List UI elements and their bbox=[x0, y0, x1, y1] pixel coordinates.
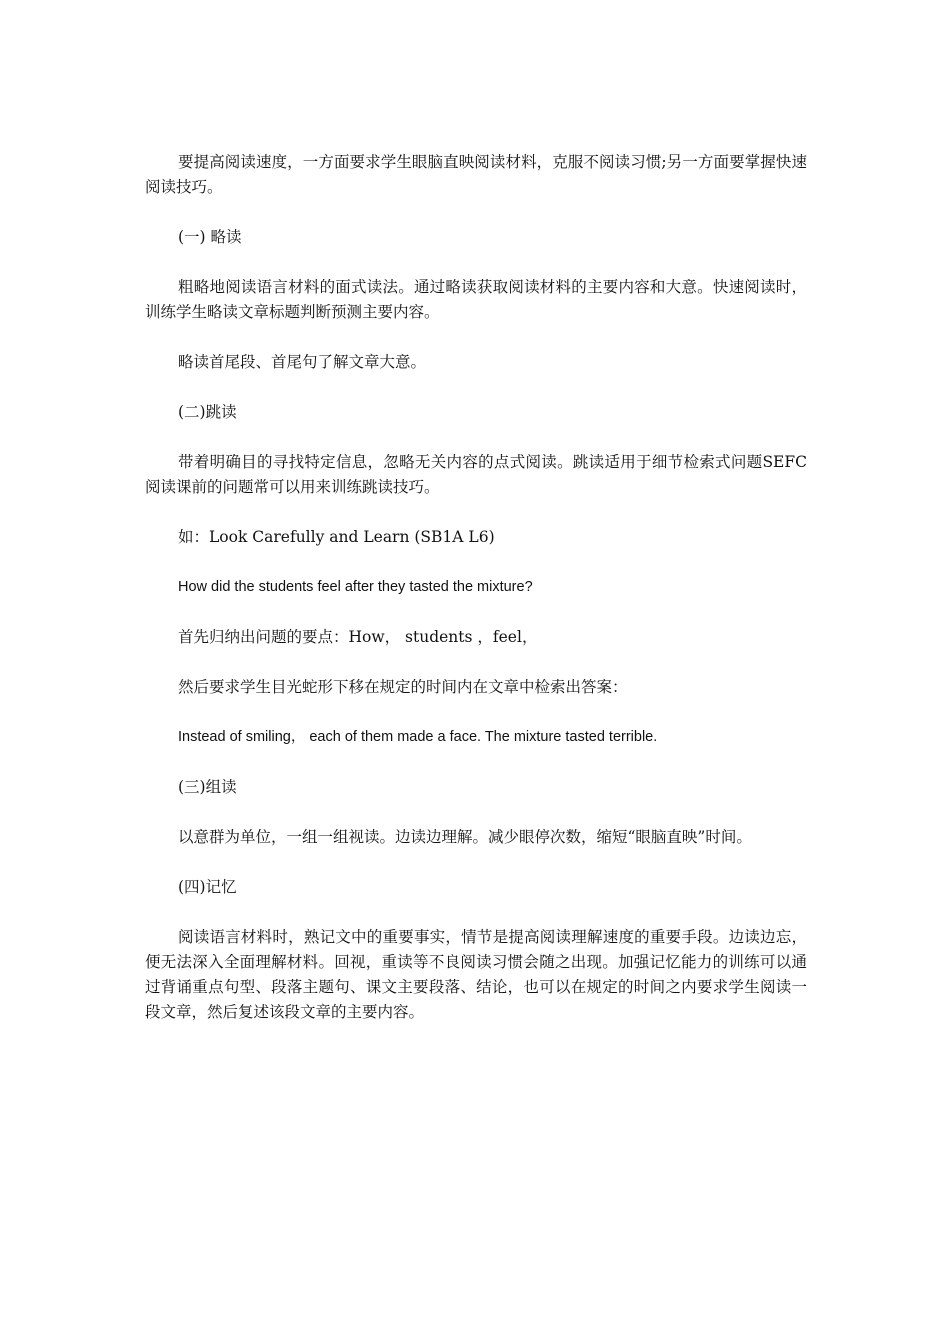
example-answer: Instead of smiling， each of them made a face. The mixture tasted terrible. bbox=[178, 729, 658, 745]
section-heading-group-reading: (三)组读 bbox=[178, 778, 237, 796]
scanning-paragraph: 带着明确目的寻找特定信息，忽略无关内容的点式阅读。跳读适用于细节检索式问题SEFC阅读课前的问题常可以用来训练跳读技巧。 bbox=[145, 453, 807, 496]
memory-paragraph: 阅读语言材料时，熟记文中的重要事实，情节是提高阅读理解速度的重要手段。边读边忘，便无法深入全面理解材料。回视，重读等不良阅读习惯会随之出现。加强记忆能力的训练可以通过背诵重点句型、段落主题句、课文主要段落、结论，也可以在规定的时间之内要求学生阅读一段文章，然后复述该段文章的主要内容。 bbox=[145, 928, 807, 1021]
group-reading-paragraph: 以意群为单位，一组一组视读。边读边理解。减少眼停次数，缩短“眼脑直映”时间。 bbox=[178, 828, 752, 846]
intro-paragraph: 要提高阅读速度，一方面要求学生眼脑直映阅读材料，克服不阅读习惯;另一方面要掌握快速阅读技巧。 bbox=[145, 153, 807, 196]
document-page bbox=[145, 150, 807, 1050]
section-heading-scanning: (二)跳读 bbox=[178, 403, 237, 421]
skimming-tip-paragraph: 略读首尾段、首尾句了解文章大意。 bbox=[178, 353, 427, 371]
section-heading-skimming: (一) 略读 bbox=[178, 228, 242, 246]
skimming-paragraph: 粗略地阅读语言材料的面式读法。通过略读获取阅读材料的主要内容和大意。快速阅读时，训练学生略读文章标题判断预测主要内容。 bbox=[145, 278, 807, 321]
section-heading-memory: (四)记忆 bbox=[178, 878, 237, 896]
search-instruction-paragraph: 然后要求学生目光蛇形下移在规定的时间内在文章中检索出答案： bbox=[178, 678, 628, 696]
example-question: How did the students feel after they tasted the mixture? bbox=[178, 579, 533, 595]
key-points-paragraph: 首先归纳出问题的要点：How， students ，feel， bbox=[178, 628, 538, 646]
example-title: 如：Look Carefully and Learn (SB1A L6) bbox=[178, 528, 495, 546]
